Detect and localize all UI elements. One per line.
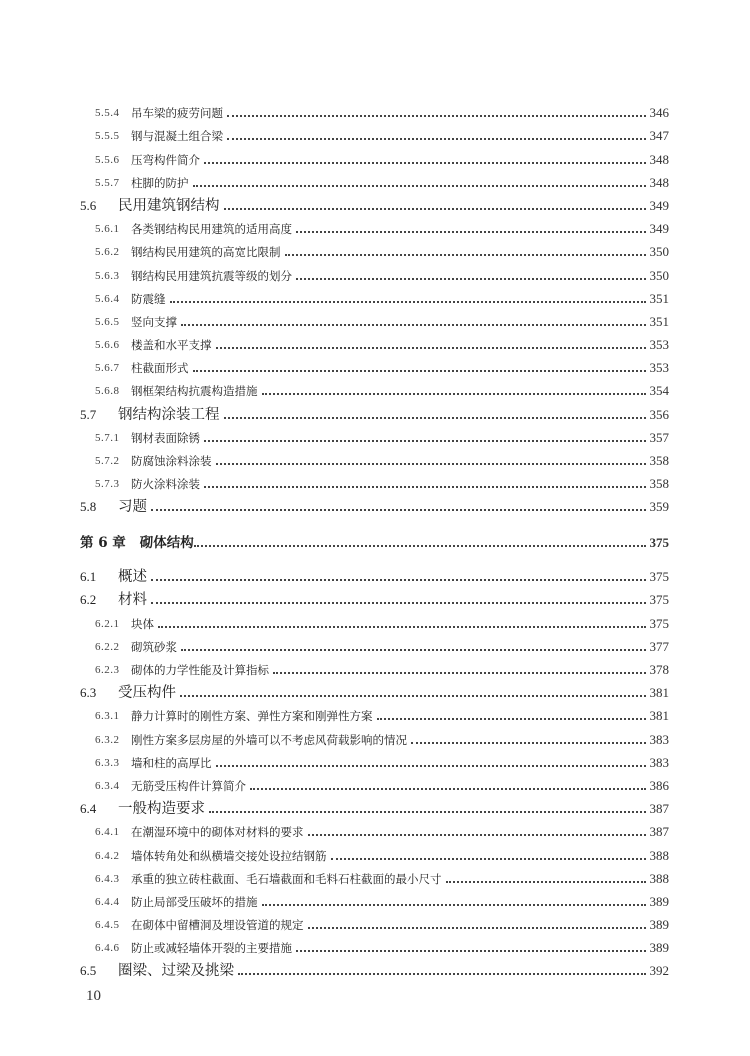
- dot-leader: [273, 672, 646, 674]
- entry-title: 钢与混凝土组合梁: [131, 129, 223, 144]
- entry-number: 6.3: [80, 685, 97, 701]
- dot-leader: [224, 417, 646, 419]
- entry-number: 6.2.2: [95, 640, 120, 653]
- entry-page: 389: [649, 893, 669, 909]
- entry-number: 6.5: [80, 963, 97, 979]
- toc-entry-sub[interactable]: [80, 261, 669, 284]
- dot-leader: [411, 742, 646, 744]
- entry-title: 受压构件: [118, 685, 176, 702]
- entry-number: 5.7.3: [95, 478, 120, 491]
- entry-title: 墙体转角处和纵横墙交接处设拉结钢筋: [131, 848, 327, 863]
- dot-leader: [446, 881, 646, 883]
- dot-leader: [216, 347, 646, 349]
- entry-number: 5.5.4: [95, 107, 120, 120]
- toc-entry-sub[interactable]: [80, 354, 669, 377]
- toc-entry-sub[interactable]: [80, 470, 669, 493]
- toc-entry-sec[interactable]: [80, 400, 669, 423]
- entry-number: 5.6.8: [95, 385, 120, 398]
- entry-page: 358: [649, 453, 669, 468]
- entry-number: 6.4: [80, 801, 97, 817]
- entry-title: 防止局部受压破坏的措施: [131, 894, 258, 909]
- toc-entry-sub[interactable]: [80, 656, 669, 679]
- entry-page: 356: [649, 406, 669, 422]
- entry-number: 6.3.4: [95, 779, 120, 792]
- toc-entry-sub[interactable]: [80, 818, 669, 841]
- entry-title: 静力计算时的刚性方案、弹性方案和刚弹性方案: [131, 709, 373, 724]
- entry-page: 383: [649, 731, 669, 747]
- entry-title: 一般构造要求: [118, 801, 205, 818]
- entry-page: 381: [649, 708, 669, 724]
- dot-leader: [209, 811, 646, 813]
- dot-leader: [216, 765, 646, 767]
- entry-title: 墙和柱的高厚比: [131, 755, 212, 770]
- entry-title: 防震缝: [131, 291, 166, 306]
- entry-page: 388: [649, 870, 669, 886]
- dot-leader: [250, 788, 646, 790]
- entry-number: 5.6.2: [95, 246, 120, 259]
- dot-leader: [151, 579, 646, 581]
- entry-number: 6.4.2: [95, 849, 120, 862]
- entry-number: 5.6.3: [95, 269, 120, 282]
- dot-leader: [262, 904, 646, 906]
- dot-leader: [227, 138, 646, 140]
- toc-entry-sub[interactable]: [80, 145, 669, 168]
- entry-number: 6.2.1: [95, 617, 120, 630]
- entry-title: 竖向支撑: [131, 314, 177, 329]
- toc-entry-sec[interactable]: [80, 957, 669, 980]
- toc-entry-sub[interactable]: [80, 122, 669, 145]
- dot-leader: [194, 545, 646, 547]
- entry-page: 346: [649, 105, 669, 121]
- entry-number: 6.4.3: [95, 872, 120, 885]
- dot-leader: [308, 834, 646, 836]
- entry-page: 388: [649, 847, 669, 863]
- entry-page: 347: [649, 128, 669, 144]
- entry-title: 钢结构民用建筑的高宽比限制: [131, 245, 281, 260]
- toc-entry-sub[interactable]: [80, 888, 669, 911]
- dot-leader: [216, 463, 646, 465]
- entry-title: 刚性方案多层房屋的外墙可以不考虑风荷载影响的情况: [131, 732, 407, 747]
- toc-entry-sub[interactable]: [80, 725, 669, 748]
- entry-number: 5.5.7: [95, 176, 120, 189]
- entry-title: 无筋受压构件计算简介: [131, 778, 246, 793]
- entry-title: 民用建筑钢结构: [118, 197, 220, 214]
- entry-title: 钢框架结构抗震构造措施: [131, 384, 258, 399]
- entry-page: 375: [649, 615, 669, 631]
- dot-leader: [224, 208, 646, 210]
- toc-entry-sub[interactable]: [80, 633, 669, 656]
- entry-page: 389: [649, 917, 669, 933]
- page-number: 10: [86, 988, 101, 1004]
- entry-page: 392: [649, 963, 669, 979]
- entry-number: 5.6: [80, 197, 97, 213]
- entry-number: 5.6.5: [95, 315, 120, 328]
- toc-entry-sub[interactable]: [80, 424, 669, 447]
- entry-number: 5.6.6: [95, 339, 120, 352]
- entry-page: 387: [649, 824, 669, 840]
- dot-leader: [181, 649, 646, 651]
- toc-entry-sub[interactable]: [80, 865, 669, 888]
- entry-title: 柱脚的防护: [131, 175, 189, 190]
- entry-title: 楼盖和水平支撑: [131, 338, 212, 353]
- entry-page: 349: [649, 221, 669, 237]
- entry-number: 6.4.6: [95, 942, 120, 955]
- entry-title: 防腐蚀涂料涂装: [131, 454, 212, 468]
- dot-leader: [296, 278, 646, 280]
- entry-page: 377: [649, 638, 669, 654]
- entry-title: 各类钢结构民用建筑的适用高度: [131, 222, 292, 237]
- dot-leader: [296, 231, 646, 233]
- entry-number: 第 6 章: [80, 535, 126, 552]
- entry-page: 350: [649, 244, 669, 260]
- entry-page: 348: [649, 151, 669, 167]
- dot-leader: [296, 950, 646, 952]
- toc-entry-sub[interactable]: [80, 331, 669, 354]
- toc-entry-sub[interactable]: [80, 215, 669, 238]
- entry-title: 习题: [118, 499, 147, 516]
- entry-page: 357: [649, 429, 669, 445]
- dot-leader: [204, 162, 646, 164]
- dot-leader: [285, 254, 646, 256]
- entry-title: 柱截面形式: [131, 361, 189, 376]
- entry-number: 5.6.1: [95, 223, 120, 236]
- entry-title: 圈梁、过梁及挑梁: [118, 963, 234, 980]
- entry-page: 353: [649, 337, 669, 353]
- toc-entry-sub[interactable]: [80, 285, 669, 308]
- entry-number: 6.3.3: [95, 756, 120, 769]
- entry-number: 5.7.1: [95, 431, 120, 444]
- entry-page: 383: [649, 754, 669, 770]
- entry-title: 钢结构涂装工程: [118, 406, 220, 423]
- entry-number: 5.5.5: [95, 130, 120, 143]
- entry-number: 5.6.4: [95, 292, 120, 305]
- entry-title: 钢材表面除锈: [131, 430, 200, 445]
- dot-leader: [181, 324, 646, 326]
- entry-number: 6.3.2: [95, 733, 120, 746]
- toc-entry-sec[interactable]: [80, 563, 669, 586]
- entry-title: 防止或减轻墙体开裂的主要措施: [131, 941, 292, 956]
- dot-leader: [331, 858, 646, 860]
- entry-title: 砌体的力学性能及计算指标: [131, 663, 269, 677]
- entry-title: 防火涂料涂装: [131, 477, 200, 492]
- dot-leader: [151, 602, 646, 604]
- entry-title: 钢结构民用建筑抗震等级的划分: [131, 268, 292, 283]
- entry-title: 承重的独立砖柱截面、毛石墙截面和毛料石柱截面的最小尺寸: [131, 871, 442, 886]
- entry-title: 在砌体中留槽洞及埋设管道的规定: [131, 918, 304, 933]
- toc-entry-sec[interactable]: [80, 192, 669, 215]
- toc-entry-sub[interactable]: [80, 447, 669, 470]
- dot-leader: [238, 973, 646, 975]
- entry-title: 材料: [118, 592, 147, 609]
- entry-title: 概述: [118, 569, 147, 586]
- entry-page: 375: [649, 569, 669, 585]
- entry-page: 381: [649, 685, 669, 701]
- dot-leader: [227, 115, 646, 117]
- toc-entry-sec[interactable]: [80, 586, 669, 609]
- toc-entry-sub[interactable]: [80, 841, 669, 864]
- entry-number: 6.2.3: [95, 664, 120, 676]
- toc-entry-sub[interactable]: [80, 911, 669, 934]
- entry-page: 358: [649, 476, 669, 492]
- dot-leader: [377, 718, 646, 720]
- dot-leader: [204, 486, 646, 488]
- toc-entry-sub[interactable]: [80, 377, 669, 400]
- dot-leader: [308, 927, 646, 929]
- toc-entry-sub[interactable]: [80, 169, 669, 192]
- entry-number: 6.2: [80, 592, 97, 608]
- dot-leader: [158, 626, 646, 628]
- entry-title: 砌筑砂浆: [131, 639, 177, 654]
- toc-entry-sub[interactable]: [80, 749, 669, 772]
- entry-page: 386: [649, 777, 669, 793]
- entry-number: 5.7: [80, 406, 97, 422]
- toc-entry-sec[interactable]: [80, 795, 669, 818]
- entry-title: 压弯构件简介: [131, 152, 200, 167]
- toc-entry-sub[interactable]: [80, 609, 669, 632]
- toc-entry-sec[interactable]: [80, 679, 669, 702]
- dot-leader: [193, 185, 646, 187]
- entry-page: 349: [649, 197, 669, 213]
- entry-number: 5.7.2: [95, 455, 120, 467]
- table-of-contents: [80, 99, 669, 980]
- toc-entry-chap[interactable]: [80, 529, 669, 552]
- entry-page: 387: [649, 801, 669, 817]
- entry-page: 375: [649, 535, 669, 551]
- entry-number: 6.3.1: [95, 710, 120, 723]
- entry-page: 378: [649, 662, 669, 677]
- entry-number: 6.4.4: [95, 895, 120, 908]
- entry-title: 砌体结构: [139, 535, 194, 552]
- toc-entry-sub[interactable]: [80, 772, 669, 795]
- dot-leader: [193, 370, 646, 372]
- entry-page: 375: [649, 592, 669, 608]
- entry-number: 5.8: [80, 499, 97, 515]
- toc-entry-sub[interactable]: [80, 99, 669, 122]
- toc-entry-sub[interactable]: [80, 934, 669, 957]
- entry-title: 在潮湿环境中的砌体对材料的要求: [131, 825, 304, 840]
- entry-page: 348: [649, 174, 669, 190]
- dot-leader: [151, 509, 646, 511]
- entry-page: 350: [649, 267, 669, 283]
- dot-leader: [262, 393, 646, 395]
- entry-number: 6.1: [80, 569, 97, 585]
- entry-page: 354: [649, 383, 669, 399]
- entry-page: 359: [649, 499, 669, 515]
- toc-entry-sub[interactable]: [80, 238, 669, 261]
- entry-number: 6.4.1: [95, 826, 120, 839]
- toc-entry-sec[interactable]: [80, 493, 669, 516]
- dot-leader: [170, 301, 646, 303]
- entry-title: 吊车梁的疲劳问题: [131, 106, 223, 121]
- toc-entry-sub[interactable]: [80, 308, 669, 331]
- dot-leader: [204, 440, 646, 442]
- entry-number: 5.6.7: [95, 362, 120, 375]
- entry-number: 6.4.5: [95, 919, 120, 932]
- entry-page: 389: [649, 940, 669, 956]
- dot-leader: [180, 695, 646, 697]
- entry-page: 353: [649, 360, 669, 376]
- entry-page: 351: [649, 290, 669, 306]
- toc-entry-sub[interactable]: [80, 702, 669, 725]
- entry-number: 5.5.6: [95, 153, 120, 166]
- entry-page: 351: [649, 313, 669, 329]
- entry-title: 块体: [131, 616, 154, 631]
